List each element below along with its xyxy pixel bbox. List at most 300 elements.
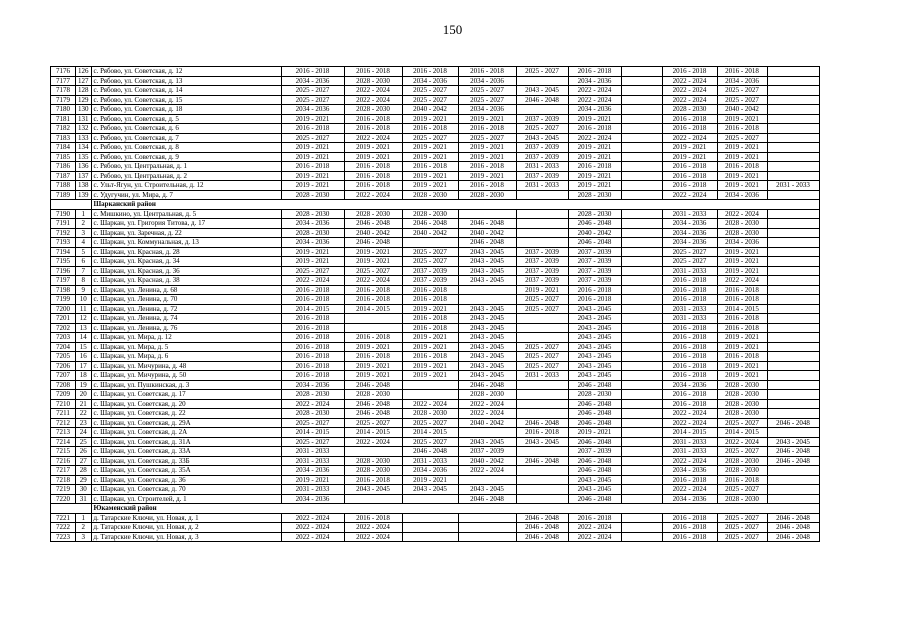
row-number-cell: 14 (76, 333, 92, 343)
period-cell: 2025 - 2027 (717, 133, 767, 143)
period-cell: 2025 - 2027 (281, 418, 344, 428)
period-cell: 2028 - 2030 (344, 456, 402, 466)
period-cell: 2034 - 2036 (662, 494, 717, 504)
period-cell: 2016 - 2018 (516, 428, 568, 438)
period-cell (458, 523, 516, 533)
address-cell: с. Рябово, ул. Центральная, д. 2 (91, 171, 281, 181)
period-cell (621, 371, 662, 381)
row-id-cell: 7211 (51, 409, 76, 419)
table-row (51, 485, 820, 495)
period-cell: 2028 - 2030 (717, 494, 767, 504)
address-cell: с. Шаркан, ул. Красная, д. 36 (91, 266, 281, 276)
period-cell (516, 390, 568, 400)
period-cell: 2022 - 2024 (662, 485, 717, 495)
period-cell: 2019 - 2021 (344, 361, 402, 371)
period-cell: 2016 - 2018 (458, 162, 516, 172)
period-cell: 2043 - 2045 (568, 371, 621, 381)
row-number-cell: 135 (76, 152, 92, 162)
period-cell: 2016 - 2018 (402, 285, 458, 295)
table-row (51, 342, 820, 352)
period-cell: 2019 - 2021 (344, 371, 402, 381)
period-cell: 2046 - 2048 (516, 95, 568, 105)
address-cell: с. Рябово, ул. Советская, д. 18 (91, 105, 281, 115)
period-cell: 2019 - 2021 (402, 304, 458, 314)
period-cell (621, 219, 662, 229)
period-cell (621, 76, 662, 86)
address-cell: с. Рябово, ул. Советская, д. 15 (91, 95, 281, 105)
period-cell (621, 228, 662, 238)
period-cell: 2022 - 2024 (402, 399, 458, 409)
period-cell: 2016 - 2018 (344, 124, 402, 134)
row-id-cell: 7219 (51, 485, 76, 495)
period-cell: 2046 - 2048 (568, 456, 621, 466)
period-cell: 2025 - 2027 (458, 133, 516, 143)
period-cell (767, 171, 819, 181)
period-cell: 2016 - 2018 (568, 295, 621, 305)
row-number-cell: 20 (76, 390, 92, 400)
period-cell: 2043 - 2045 (568, 342, 621, 352)
row-id-cell: 7194 (51, 247, 76, 257)
period-cell (621, 209, 662, 219)
period-cell: 2019 - 2021 (662, 143, 717, 153)
table-row (51, 323, 820, 333)
table-row (51, 76, 820, 86)
period-cell: 2014 - 2015 (717, 304, 767, 314)
period-cell: 2016 - 2018 (402, 295, 458, 305)
table-row (51, 266, 820, 276)
period-cell: 2016 - 2018 (344, 475, 402, 485)
table-row (51, 67, 820, 77)
period-cell: 2019 - 2021 (568, 171, 621, 181)
period-cell: 2037 - 2039 (516, 171, 568, 181)
period-cell: 2028 - 2030 (458, 390, 516, 400)
row-number-cell: 30 (76, 485, 92, 495)
period-cell: 2019 - 2021 (717, 152, 767, 162)
period-cell: 2043 - 2045 (568, 314, 621, 324)
row-number-cell: 28 (76, 466, 92, 476)
address-cell: с. Рябово, ул. Советская, д. 13 (91, 76, 281, 86)
row-number-cell: 26 (76, 447, 92, 457)
period-cell: 2043 - 2045 (344, 485, 402, 495)
period-cell: 2016 - 2018 (281, 333, 344, 343)
period-cell: 2031 - 2033 (402, 456, 458, 466)
period-cell: 2016 - 2018 (717, 352, 767, 362)
row-number-cell: 137 (76, 171, 92, 181)
period-cell: 2016 - 2018 (568, 67, 621, 77)
period-cell: 2016 - 2018 (281, 295, 344, 305)
period-cell: 2016 - 2018 (662, 114, 717, 124)
address-cell: д. Татарские Ключи, ул. Новая, д. 2 (91, 523, 281, 533)
period-cell (621, 447, 662, 457)
row-number-cell: 133 (76, 133, 92, 143)
period-cell: 2019 - 2021 (717, 181, 767, 191)
section-blank-cell (51, 200, 92, 210)
period-cell: 2043 - 2045 (568, 304, 621, 314)
period-cell (621, 409, 662, 419)
period-cell: 2019 - 2021 (717, 257, 767, 267)
row-id-cell: 7205 (51, 352, 76, 362)
row-number-cell: 9 (76, 285, 92, 295)
row-number-cell: 24 (76, 428, 92, 438)
table-row (51, 95, 820, 105)
period-cell: 2025 - 2027 (402, 418, 458, 428)
period-cell: 2025 - 2027 (458, 86, 516, 96)
period-cell: 2040 - 2042 (717, 105, 767, 115)
table-row (51, 238, 820, 248)
row-number-cell: 2 (76, 219, 92, 229)
period-cell: 2037 - 2039 (516, 143, 568, 153)
period-cell (621, 428, 662, 438)
period-cell: 2022 - 2024 (662, 95, 717, 105)
period-cell: 2046 - 2048 (344, 409, 402, 419)
row-number-cell: 3 (76, 532, 92, 542)
table-row (51, 133, 820, 143)
period-cell: 2019 - 2021 (717, 342, 767, 352)
period-cell (621, 247, 662, 257)
row-number-cell: 25 (76, 437, 92, 447)
period-cell: 2016 - 2018 (717, 285, 767, 295)
address-cell: с. Шаркан, ул. Советская, д. 33А (91, 447, 281, 457)
period-cell (621, 67, 662, 77)
row-number-cell: 27 (76, 456, 92, 466)
row-id-cell: 7181 (51, 114, 76, 124)
period-cell: 2016 - 2018 (717, 475, 767, 485)
period-cell: 2016 - 2018 (344, 162, 402, 172)
period-cell (621, 399, 662, 409)
period-cell: 2016 - 2018 (458, 124, 516, 134)
row-id-cell: 7178 (51, 86, 76, 96)
period-cell: 2019 - 2021 (568, 143, 621, 153)
address-cell: с. Шаркан, ул. Мичурина, д. 48 (91, 361, 281, 371)
period-cell: 2025 - 2027 (516, 124, 568, 134)
row-number-cell: 2 (76, 523, 92, 533)
period-cell: 2016 - 2018 (402, 352, 458, 362)
address-cell: д. Татарские Ключи, ул. Новая, д. 1 (91, 513, 281, 523)
row-id-cell: 7206 (51, 361, 76, 371)
row-number-cell: 21 (76, 399, 92, 409)
period-cell: 2016 - 2018 (281, 67, 344, 77)
period-cell: 2043 - 2045 (458, 371, 516, 381)
period-cell (621, 361, 662, 371)
address-cell: с. Шаркан, ул. Пушкинская, д. 3 (91, 380, 281, 390)
period-cell: 2019 - 2021 (402, 152, 458, 162)
period-cell (767, 95, 819, 105)
period-cell: 2031 - 2033 (662, 209, 717, 219)
period-cell: 2019 - 2021 (281, 152, 344, 162)
table-row (51, 285, 820, 295)
period-cell: 2034 - 2036 (281, 466, 344, 476)
period-cell: 2016 - 2018 (281, 124, 344, 134)
period-cell: 2019 - 2021 (281, 143, 344, 153)
period-cell: 2028 - 2030 (281, 209, 344, 219)
period-cell: 2028 - 2030 (568, 209, 621, 219)
period-cell: 2025 - 2027 (402, 95, 458, 105)
period-cell (516, 399, 568, 409)
period-cell: 2025 - 2027 (717, 532, 767, 542)
table-row (51, 257, 820, 267)
row-id-cell: 7184 (51, 143, 76, 153)
period-cell (767, 257, 819, 267)
period-cell: 2028 - 2030 (568, 390, 621, 400)
address-cell: с. Шаркан, ул. Советская, д. 36 (91, 475, 281, 485)
period-cell: 2022 - 2024 (344, 523, 402, 533)
period-cell: 2016 - 2018 (344, 67, 402, 77)
address-cell: с. Шаркан, ул. Советская, д. 31А (91, 437, 281, 447)
address-cell: с. Рябово, ул. Советская, д. 12 (91, 67, 281, 77)
period-cell: 2016 - 2018 (344, 333, 402, 343)
period-cell: 2022 - 2024 (281, 532, 344, 542)
period-cell: 2022 - 2024 (662, 409, 717, 419)
period-cell: 2037 - 2039 (568, 276, 621, 286)
period-cell: 2025 - 2027 (281, 86, 344, 96)
table-row (51, 295, 820, 305)
row-number-cell: 126 (76, 67, 92, 77)
period-cell (621, 190, 662, 200)
period-cell: 2025 - 2027 (717, 485, 767, 495)
period-cell (458, 475, 516, 485)
period-cell: 2016 - 2018 (662, 523, 717, 533)
address-cell: с. Шаркан, ул. Мичурина, д. 50 (91, 371, 281, 381)
period-cell: 2031 - 2033 (516, 181, 568, 191)
section-blank-cell (51, 504, 92, 514)
period-cell: 2034 - 2036 (402, 76, 458, 86)
period-cell (767, 162, 819, 172)
period-cell (621, 285, 662, 295)
period-cell: 2028 - 2030 (344, 209, 402, 219)
period-cell: 2014 - 2015 (281, 428, 344, 438)
period-cell: 2016 - 2018 (402, 314, 458, 324)
period-cell: 2037 - 2039 (568, 247, 621, 257)
period-cell: 2046 - 2048 (516, 418, 568, 428)
period-cell: 2016 - 2018 (281, 323, 344, 333)
period-cell: 2022 - 2024 (281, 276, 344, 286)
period-cell: 2025 - 2027 (717, 513, 767, 523)
period-cell (458, 428, 516, 438)
period-cell: 2037 - 2039 (568, 257, 621, 267)
period-cell (516, 409, 568, 419)
period-cell: 2046 - 2048 (767, 532, 819, 542)
row-number-cell: 29 (76, 475, 92, 485)
period-cell (516, 228, 568, 238)
period-cell (621, 323, 662, 333)
period-cell: 2043 - 2045 (458, 352, 516, 362)
period-cell (621, 276, 662, 286)
period-cell: 2043 - 2045 (458, 342, 516, 352)
row-id-cell: 7196 (51, 266, 76, 276)
period-cell (621, 390, 662, 400)
period-cell: 2025 - 2027 (281, 133, 344, 143)
row-id-cell: 7217 (51, 466, 76, 476)
period-cell: 2043 - 2045 (458, 304, 516, 314)
period-cell: 2037 - 2039 (402, 266, 458, 276)
period-cell: 2028 - 2030 (281, 390, 344, 400)
address-cell: с. Шаркан, ул. Красная, д. 38 (91, 276, 281, 286)
period-cell: 2019 - 2021 (281, 171, 344, 181)
table-row (51, 124, 820, 134)
address-cell: с. Рябово, ул. Советская, д. 9 (91, 152, 281, 162)
period-cell (516, 76, 568, 86)
period-cell: 2016 - 2018 (662, 124, 717, 134)
period-cell: 2040 - 2042 (568, 228, 621, 238)
row-id-cell: 7199 (51, 295, 76, 305)
period-cell: 2019 - 2021 (402, 371, 458, 381)
row-number-cell: 139 (76, 190, 92, 200)
table-row (51, 190, 820, 200)
period-cell: 2046 - 2048 (568, 380, 621, 390)
row-id-cell: 7179 (51, 95, 76, 105)
table-row (51, 152, 820, 162)
period-cell: 2028 - 2030 (281, 228, 344, 238)
table-body (51, 67, 820, 542)
period-cell (767, 390, 819, 400)
period-cell: 2031 - 2033 (662, 447, 717, 457)
table-row (51, 380, 820, 390)
period-cell: 2034 - 2036 (281, 219, 344, 229)
period-cell: 2031 - 2033 (281, 447, 344, 457)
period-cell: 2016 - 2018 (344, 513, 402, 523)
period-cell (767, 494, 819, 504)
period-cell: 2025 - 2027 (516, 295, 568, 305)
period-cell: 2016 - 2018 (281, 285, 344, 295)
period-cell: 2040 - 2042 (458, 418, 516, 428)
address-cell: с. Ульт-Ягун, ул. Строительная, д. 12 (91, 181, 281, 191)
table-row (51, 418, 820, 428)
period-cell: 2028 - 2030 (568, 190, 621, 200)
period-cell (767, 76, 819, 86)
table-row (51, 361, 820, 371)
schedule-table (50, 66, 820, 542)
period-cell: 2025 - 2027 (402, 133, 458, 143)
period-cell: 2016 - 2018 (402, 323, 458, 333)
period-cell: 2031 - 2033 (662, 314, 717, 324)
period-cell: 2016 - 2018 (281, 162, 344, 172)
period-cell: 2025 - 2027 (717, 523, 767, 533)
period-cell: 2019 - 2021 (402, 342, 458, 352)
row-number-cell: 138 (76, 181, 92, 191)
row-number-cell: 134 (76, 143, 92, 153)
period-cell: 2043 - 2045 (516, 133, 568, 143)
period-cell (767, 228, 819, 238)
period-cell (621, 257, 662, 267)
period-cell: 2019 - 2021 (402, 114, 458, 124)
address-cell: с. Шаркан, ул. Ленина, д. 74 (91, 314, 281, 324)
row-id-cell: 7220 (51, 494, 76, 504)
row-number-cell: 16 (76, 352, 92, 362)
row-number-cell: 128 (76, 86, 92, 96)
address-cell: с. Шаркан, ул. Мира, д. 6 (91, 352, 281, 362)
period-cell: 2025 - 2027 (281, 266, 344, 276)
section-header-row (51, 504, 820, 514)
period-cell: 2046 - 2048 (767, 418, 819, 428)
table-row (51, 532, 820, 542)
period-cell (767, 143, 819, 153)
period-cell (621, 152, 662, 162)
period-cell: 2037 - 2039 (516, 266, 568, 276)
address-cell: с. Шаркан, ул. Советская, д. 70 (91, 485, 281, 495)
period-cell: 2016 - 2018 (458, 67, 516, 77)
row-id-cell: 7186 (51, 162, 76, 172)
period-cell: 2025 - 2027 (344, 266, 402, 276)
period-cell: 2016 - 2018 (662, 371, 717, 381)
period-cell: 2022 - 2024 (662, 76, 717, 86)
address-cell: с. Шаркан, ул. Советская, д. 29А (91, 418, 281, 428)
period-cell: 2046 - 2048 (516, 523, 568, 533)
period-cell: 2022 - 2024 (344, 190, 402, 200)
period-cell: 2022 - 2024 (458, 409, 516, 419)
period-cell (402, 513, 458, 523)
period-cell (767, 352, 819, 362)
period-cell: 2019 - 2021 (568, 114, 621, 124)
period-cell (621, 314, 662, 324)
period-cell (621, 475, 662, 485)
row-id-cell: 7218 (51, 475, 76, 485)
period-cell: 2019 - 2021 (717, 333, 767, 343)
period-cell: 2034 - 2036 (568, 105, 621, 115)
period-cell: 2043 - 2045 (458, 266, 516, 276)
period-cell: 2016 - 2018 (344, 181, 402, 191)
period-cell (458, 285, 516, 295)
period-cell: 2031 - 2033 (281, 456, 344, 466)
period-cell (767, 152, 819, 162)
period-cell (621, 342, 662, 352)
period-cell (767, 371, 819, 381)
period-cell: 2043 - 2045 (568, 475, 621, 485)
period-cell: 2043 - 2045 (568, 361, 621, 371)
period-cell: 2043 - 2045 (767, 437, 819, 447)
period-cell (767, 361, 819, 371)
period-cell: 2016 - 2018 (717, 67, 767, 77)
period-cell: 2022 - 2024 (344, 437, 402, 447)
period-cell (621, 304, 662, 314)
period-cell: 2025 - 2027 (402, 437, 458, 447)
period-cell: 2046 - 2048 (458, 494, 516, 504)
row-id-cell: 7190 (51, 209, 76, 219)
period-cell: 2016 - 2018 (281, 361, 344, 371)
period-cell (767, 238, 819, 248)
period-cell (767, 475, 819, 485)
period-cell: 2019 - 2021 (344, 257, 402, 267)
period-cell (458, 209, 516, 219)
period-cell: 2016 - 2018 (568, 124, 621, 134)
period-cell: 2040 - 2042 (458, 456, 516, 466)
period-cell (402, 390, 458, 400)
period-cell (458, 532, 516, 542)
period-cell (621, 485, 662, 495)
period-cell: 2022 - 2024 (458, 466, 516, 476)
address-cell: с. Шаркан, ул. Советская, д. 20 (91, 399, 281, 409)
period-cell: 2022 - 2024 (458, 399, 516, 409)
period-cell: 2034 - 2036 (662, 228, 717, 238)
period-cell: 2016 - 2018 (458, 181, 516, 191)
period-cell: 2025 - 2027 (662, 257, 717, 267)
period-cell (767, 114, 819, 124)
period-cell: 2043 - 2045 (458, 437, 516, 447)
row-number-cell: 131 (76, 114, 92, 124)
period-cell: 2016 - 2018 (717, 323, 767, 333)
address-cell: с. Шаркан, ул. Мира, д. 5 (91, 342, 281, 352)
period-cell: 2043 - 2045 (568, 485, 621, 495)
period-cell: 2040 - 2042 (344, 228, 402, 238)
period-cell: 2046 - 2048 (568, 219, 621, 229)
period-cell: 2016 - 2018 (662, 513, 717, 523)
address-cell: с. Шаркан, ул. Ленина, д. 76 (91, 323, 281, 333)
period-cell: 2028 - 2030 (717, 466, 767, 476)
period-cell: 2019 - 2021 (717, 247, 767, 257)
period-cell (344, 447, 402, 457)
period-cell: 2037 - 2039 (516, 276, 568, 286)
period-cell: 2014 - 2015 (402, 428, 458, 438)
period-cell: 2025 - 2027 (402, 86, 458, 96)
